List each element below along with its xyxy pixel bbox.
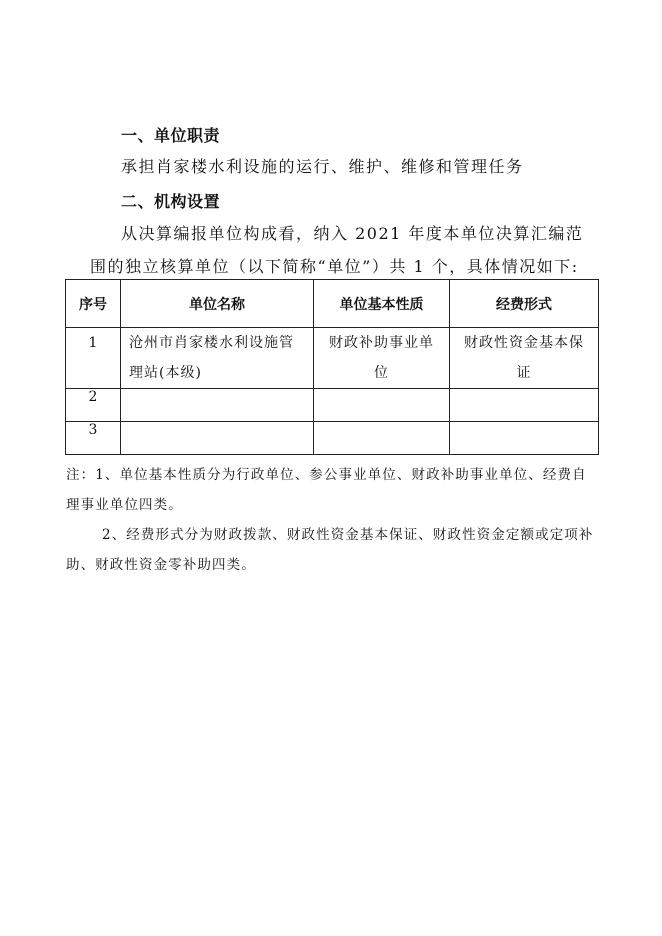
section1-heading: 一、单位职责 (121, 126, 221, 145)
units-table (65, 279, 599, 455)
cell-seq (66, 422, 121, 455)
table-header-row (66, 280, 599, 328)
row-seq: 2 (88, 389, 98, 405)
table-row (66, 328, 599, 389)
note-1: 注：1、单位基本性质分为行政单位、参公事业单位、财政补助事业单位、经费自理事业单位四类。 (66, 467, 587, 513)
section2-paragraph-line1: 从决算编报单位构成看，纳入 2021 年度本单位决算汇编范 (121, 224, 584, 243)
row-funding-form: 财政性资金基本保证 (464, 335, 584, 381)
section1-text: 承担肖家楼水利设施的运行、维护、维修和管理任务 (121, 157, 524, 176)
note-2: 2、经费形式分为财政拨款、财政性资金基本保证、财政性资金定额或定项补助、财政性资金零补助四类。 (66, 527, 594, 573)
cell-name (121, 422, 314, 455)
cell-nature (314, 422, 450, 455)
header-unit-nature: 单位基本性质 (314, 280, 450, 328)
cell-name (121, 328, 314, 389)
header-funding-form: 经费形式 (450, 280, 599, 328)
cell-seq (66, 389, 121, 422)
cell-nature (314, 389, 450, 422)
section2-paragraph-line2: 围的独立核算单位（以下简称“单位”）共 1 个，具体情况如下: (90, 257, 579, 276)
cell-seq (66, 328, 121, 389)
cell-nature (314, 328, 450, 389)
table-row (66, 422, 599, 455)
section2-heading: 二、机构设置 (121, 192, 221, 211)
cell-funding (450, 328, 599, 389)
header-seq: 序号 (66, 280, 121, 328)
cell-funding (450, 389, 599, 422)
cell-name (121, 389, 314, 422)
row-unit-nature: 财政补助事业单位 (329, 335, 434, 381)
header-unit-name: 单位名称 (121, 280, 314, 328)
table-row (66, 389, 599, 422)
row-seq: 3 (88, 422, 98, 438)
cell-funding (450, 422, 599, 455)
row-seq: 1 (88, 335, 98, 351)
row-unit-name: 沧州市肖家楼水利设施管理站(本级) (129, 335, 294, 381)
